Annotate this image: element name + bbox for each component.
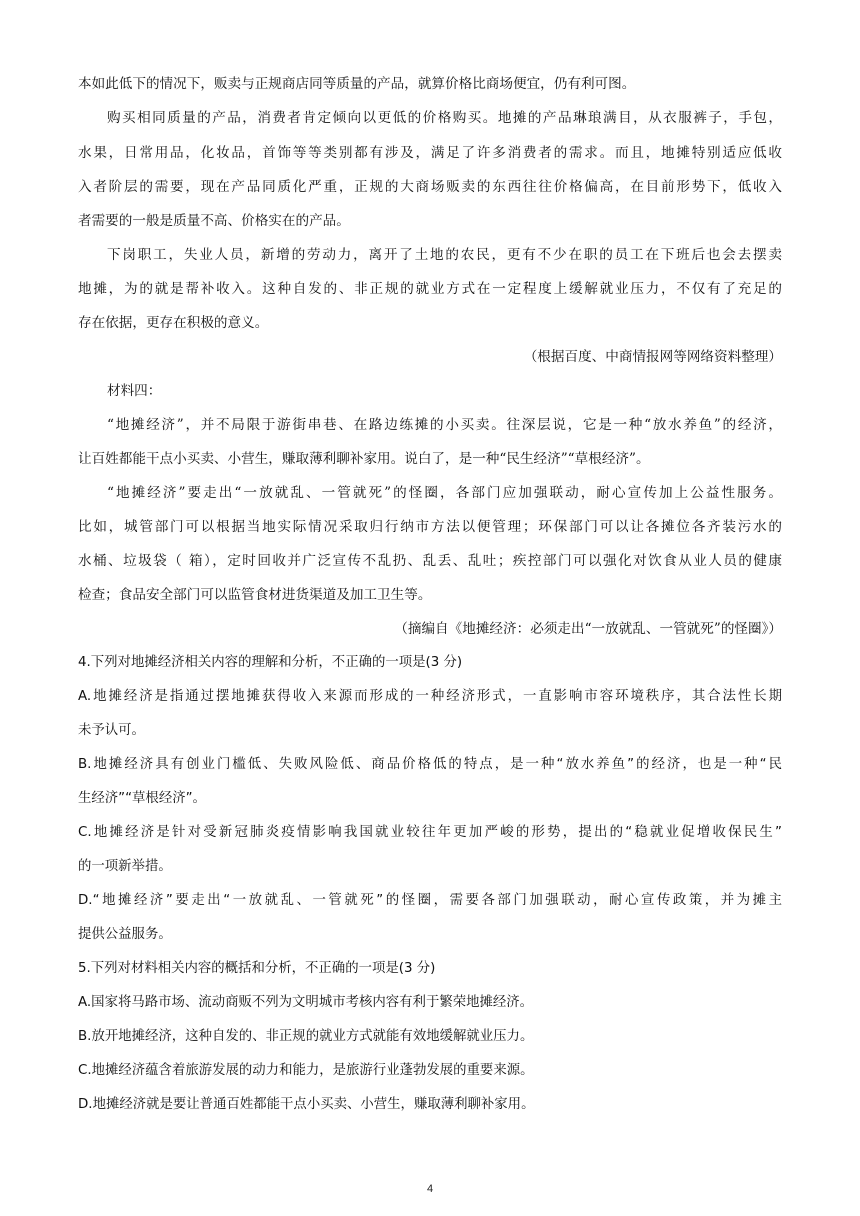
paragraph-line: 者需要的一般是质量不高、价格实在的产品。 <box>78 213 350 229</box>
paragraph-line: 让百姓都能干点小买卖、小营生，赚取薄利聊补家用。说白了，是一种“民生经济”“草根经济”。 <box>78 451 650 467</box>
answer-option-d: D.地摊经济就是要让普通百姓都能干点小买卖、小营生，赚取薄利聊补家用。 <box>78 1097 535 1112</box>
answer-option-a-cont: 未予认可。 <box>78 723 145 738</box>
answer-option-c: C.地摊经济是针对受新冠肺炎疫情影响我国就业较往年更加严峻的形势，提出的“稳就业促增收保民生” <box>78 825 782 840</box>
paragraph-line: 水桶、垃圾袋（ 箱），定时回收并广泛宣传不乱扔、乱丢、乱吐；疾控部门可以强化对饮食从业人员的健康 <box>78 553 782 569</box>
paragraph-line: 检查；食品安全部门可以监管食材进货渠道及加工卫生等。 <box>78 587 432 603</box>
paragraph-line: “地摊经济”，并不局限于游街串巷、在路边练摊的小买卖。往深层说，它是一种“放水养鱼”的经济， <box>107 417 782 433</box>
answer-option-c-cont: 的一项新举措。 <box>78 859 172 874</box>
answer-option-a: A.地摊经济是指通过摆地摊获得收入来源而形成的一种经济形式，一直影响市容环境秩序，其合法性长期 <box>78 689 782 704</box>
paragraph-line: 地摊，为的就是帮补收入。这种自发的、非正规的就业方式在一定程度上缓解就业压力，不仅有了充足的 <box>78 281 782 297</box>
answer-option-b-cont: 生经济”“草根经济”。 <box>78 791 206 806</box>
answer-option-d: D.“地摊经济”要走出“一放就乱、一管就死”的怪圈，需要各部门加强联动，耐心宣传政策，并为摊主 <box>78 893 782 908</box>
paragraph-line: 水果，日常用品，化妆品，首饰等等类别都有涉及，满足了许多消费者的需求。而且，地摊特别适应低收 <box>78 145 782 161</box>
paragraph-line: 入者阶层的需要，现在产品同质化严重，正规的大商场贩卖的东西往往价格偏高，在目前形势下，低收入 <box>78 179 782 195</box>
answer-option-a: A.国家将马路市场、流动商贩不列为文明城市考核内容有利于繁荣地摊经济。 <box>78 995 534 1010</box>
question-stem: 5.下列对材料相关内容的概括和分析，不正确的一项是(3 分) <box>78 961 436 976</box>
paragraph-line: 购买相同质量的产品，消费者肯定倾向以更低的价格购买。地摊的产品琳琅满目，从衣服裤子，手包， <box>107 110 782 126</box>
page-number: 4 <box>426 1183 434 1195</box>
source-citation: （摘编自《地摊经济：必须走出“一放就乱、一管就死”的怪圈》） <box>394 621 782 637</box>
paragraph-line: 比如，城管部门可以根据当地实际情况采取归行纳市方法以便管理；环保部门可以让各摊位各齐装污水的 <box>78 519 782 535</box>
answer-option-b: B.地摊经济具有创业门槛低、失败风险低、商品价格低的特点，是一种“放水养鱼”的经济，也是一种“民 <box>78 757 782 772</box>
paragraph-line: 存在依据，更存在积极的意义。 <box>78 315 269 331</box>
material-heading: 材料四： <box>107 383 162 399</box>
paragraph-line: 下岗职工，失业人员，新增的劳动力，离开了土地的农民，更有不少在职的员工在下班后也会去摆卖 <box>107 247 782 263</box>
source-citation: （根据百度、中商情报网等网络资料整理） <box>523 349 782 365</box>
paragraph-line: 本如此低下的情况下，贩卖与正规商店同等质量的产品，就算价格比商场便宜，仍有利可图。 <box>78 76 636 92</box>
answer-option-d-cont: 提供公益服务。 <box>78 927 172 942</box>
answer-option-b: B.放开地摊经济，这种自发的、非正规的就业方式就能有效地缓解就业压力。 <box>78 1029 534 1044</box>
answer-option-c: C.地摊经济蕴含着旅游发展的动力和能力，是旅游行业蓬勃发展的重要来源。 <box>78 1063 534 1078</box>
paragraph-line: “地摊经济”要走出“一放就乱、一管就死”的怪圈，各部门应加强联动，耐心宣传加上公益性服务。 <box>107 485 782 501</box>
question-stem: 4.下列对地摊经济相关内容的理解和分析，不正确的一项是(3 分) <box>78 655 463 670</box>
